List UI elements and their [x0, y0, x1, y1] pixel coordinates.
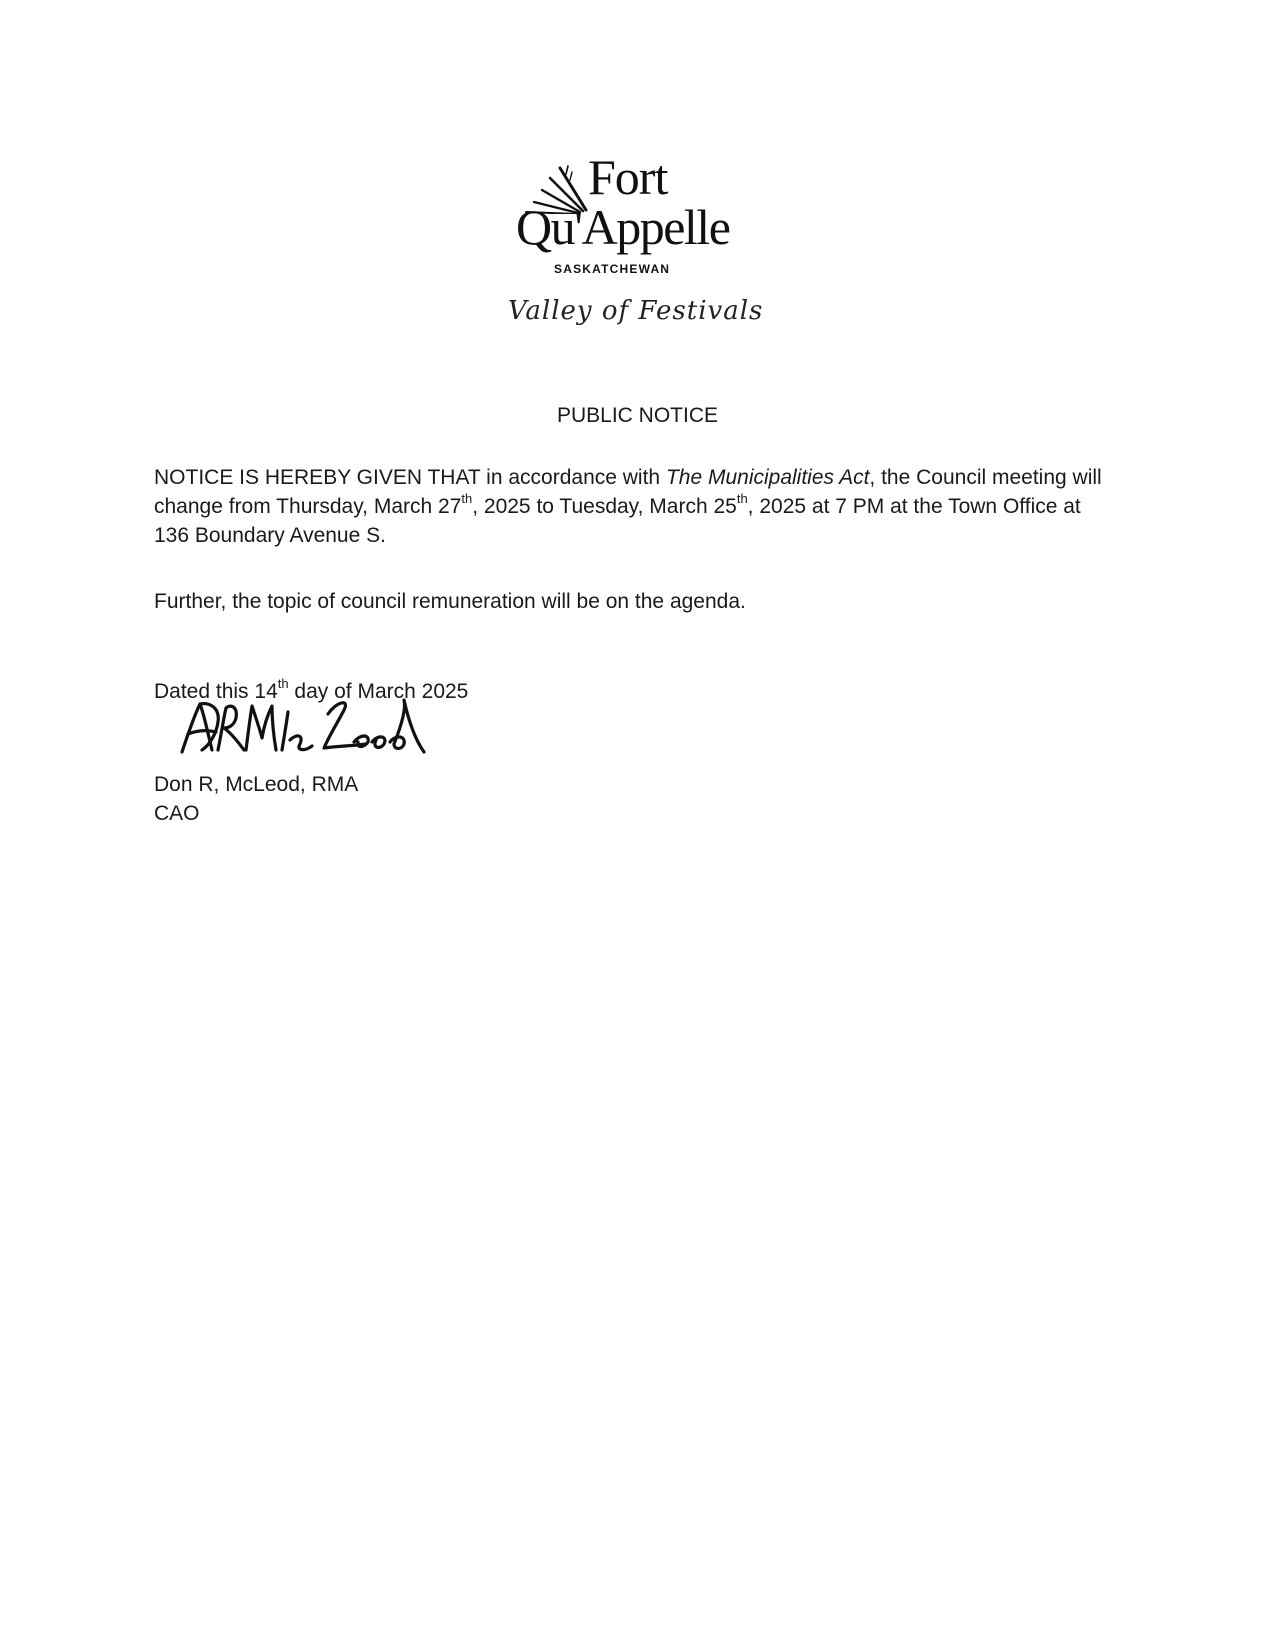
act-name: The Municipalities Act: [665, 466, 870, 489]
town-logo: [508, 149, 764, 350]
agenda-paragraph: Further, the topic of council remuneration will be on the agenda.: [154, 590, 746, 613]
notice-title: PUBLIC NOTICE: [556, 404, 719, 427]
ordinal-suffix: th: [461, 491, 473, 506]
logo-region: SASKATCHEWAN: [554, 262, 671, 276]
paragraph-text: , 2025 at 7 PM at the Town Office at 136 Boundary Avenue S.: [154, 495, 1081, 547]
paragraph-lead: NOTICE IS HEREBY GIVEN THAT in accordance with: [154, 466, 666, 489]
paragraph-text: , the Council meeting will change from Thursday, March 27: [154, 466, 1102, 518]
signer-title: CAO: [154, 802, 200, 825]
ordinal-suffix: th: [277, 676, 289, 691]
logo-line-fort: Fort: [588, 149, 668, 205]
signer-name: Don R, McLeod, RMA: [154, 773, 359, 796]
logo-tagline: Valley of Festivals: [508, 296, 764, 326]
dated-suffix: day of March 2025: [288, 680, 469, 703]
notice-paragraph: [154, 463, 1114, 550]
handwritten-signature: [178, 694, 428, 760]
ordinal-suffix: th: [736, 491, 748, 506]
paragraph-text: , 2025 to Tuesday, March 25: [472, 495, 737, 518]
dated-prefix: Dated this 14: [154, 680, 278, 703]
logo-line-quappelle: Qu'Appelle: [516, 199, 730, 255]
